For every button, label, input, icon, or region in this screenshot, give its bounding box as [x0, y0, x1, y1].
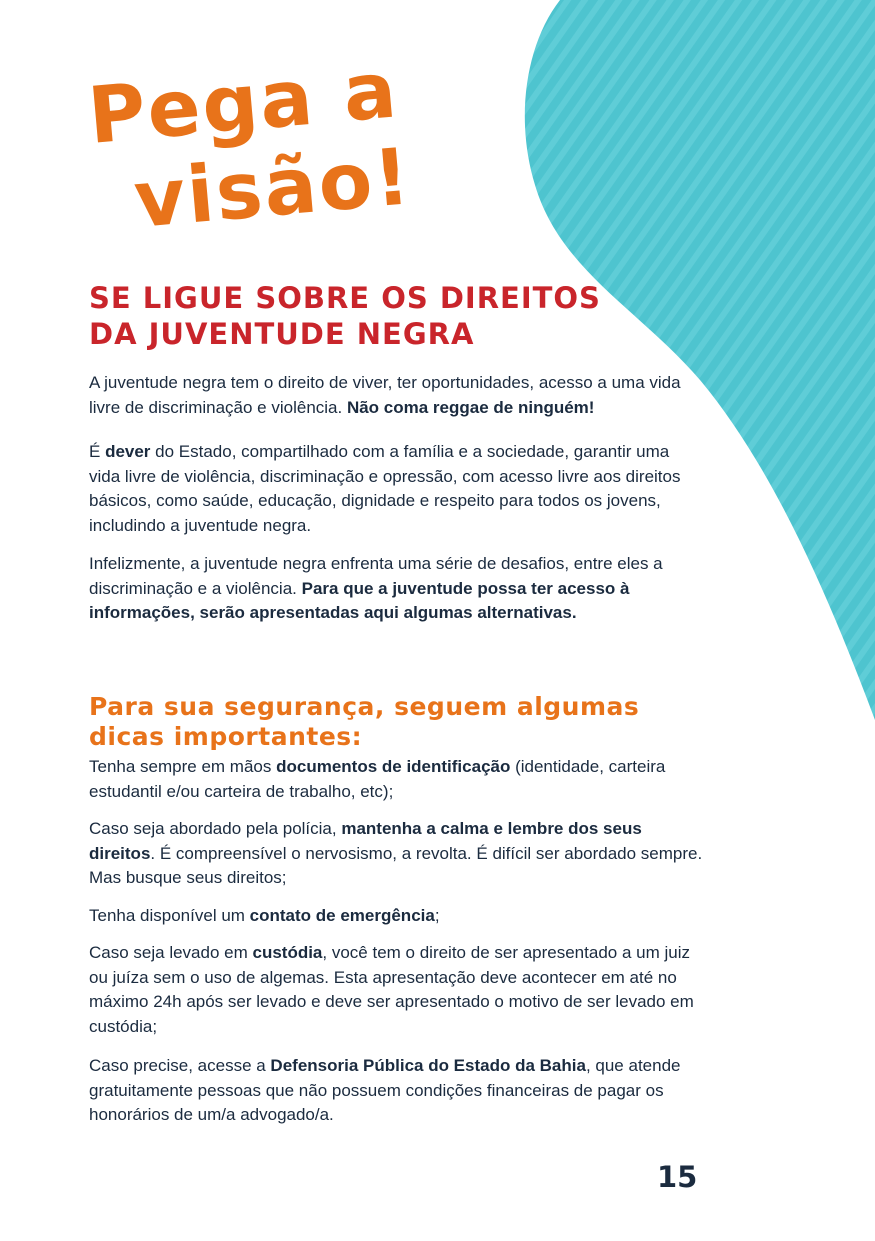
- text-segment: Caso seja levado em: [89, 943, 253, 962]
- page-number: 15: [657, 1160, 698, 1194]
- bold-text: custódia: [252, 943, 323, 962]
- tip-paragraph: [89, 817, 704, 891]
- page-title-line-2: visão!: [130, 132, 416, 246]
- tip-paragraph: [89, 904, 704, 929]
- text-segment: (identidade, carteira estudantil e/ou carteira de trabalho, etc);: [89, 757, 666, 801]
- tips-heading: [89, 692, 639, 752]
- text-segment: do Estado, compartilhado com a família e a sociedade, garantir uma vida livre de violência, discriminação e opressão, com acesso livre aos direitos básicos, como saúde, educação, dignidade e respeito para todos os jovens, includindo a juventude negra.: [89, 442, 681, 535]
- text-segment: Infelizmente, a juventude negra enfrenta uma série de desafios, entre eles a discriminação e a violência.: [89, 554, 663, 598]
- bold-text: documentos de identificação: [276, 757, 511, 776]
- text-segment: Tenha disponível um: [89, 906, 250, 925]
- tips-heading-line-1: Para sua segurança, seguem algumas: [89, 692, 640, 721]
- bold-text: contato de emergência: [249, 906, 435, 925]
- text-segment: A juventude negra tem o direito de viver, ter oportunidades, acesso a uma vida livre de discriminação e violência.: [89, 373, 681, 417]
- text-segment: , você tem o direito de ser apresentado a um juiz ou juíza sem o uso de algemas. Esta apresentação deve acontecer em até no máximo 24h após ser levado e deve ser apresentado o motivo de ser levado em custódia;: [89, 943, 694, 1036]
- bold-text: mantenha a calma e lembre dos seus direitos: [89, 819, 642, 863]
- text-segment: Caso precise, acesse a: [89, 1056, 271, 1075]
- tip-paragraph: [89, 755, 704, 804]
- page-title-line-1: Pega a: [84, 45, 402, 162]
- text-segment: Tenha sempre em mãos: [89, 757, 277, 776]
- bold-text: Não coma reggae de ninguém!: [346, 397, 595, 417]
- bold-text: Para que a juventude possa ter acesso à informações, serão apresentadas aqui algumas alternativas.: [89, 578, 630, 622]
- intro-paragraph: [89, 552, 704, 626]
- text-segment: ;: [434, 906, 440, 925]
- intro-paragraph: [89, 440, 704, 538]
- text-segment: Caso seja abordado pela polícia,: [89, 819, 342, 838]
- text-segment: , que atende gratuitamente pessoas que não possuem condições financeiras de pagar os honorários de um/a advogado/a.: [89, 1056, 681, 1124]
- section-heading-line-2: DA JUVENTUDE NEGRA: [89, 317, 475, 351]
- bold-text: Defensoria Pública do Estado da Bahia: [270, 1056, 586, 1075]
- text-segment: É: [89, 442, 106, 461]
- bold-text: dever: [105, 442, 151, 461]
- text-segment: . É compreensível o nervosismo, a revolta. É difícil ser abordado sempre. Mas busque seus direitos;: [89, 843, 703, 887]
- tip-paragraph: [89, 941, 704, 1039]
- tips-heading-line-2: dicas importantes:: [89, 722, 363, 751]
- intro-paragraph: [89, 371, 704, 420]
- tip-paragraph: [89, 1054, 704, 1128]
- section-heading-rights: [89, 280, 601, 352]
- section-heading-line-1: SE LIGUE SOBRE OS DIREITOS: [89, 281, 601, 315]
